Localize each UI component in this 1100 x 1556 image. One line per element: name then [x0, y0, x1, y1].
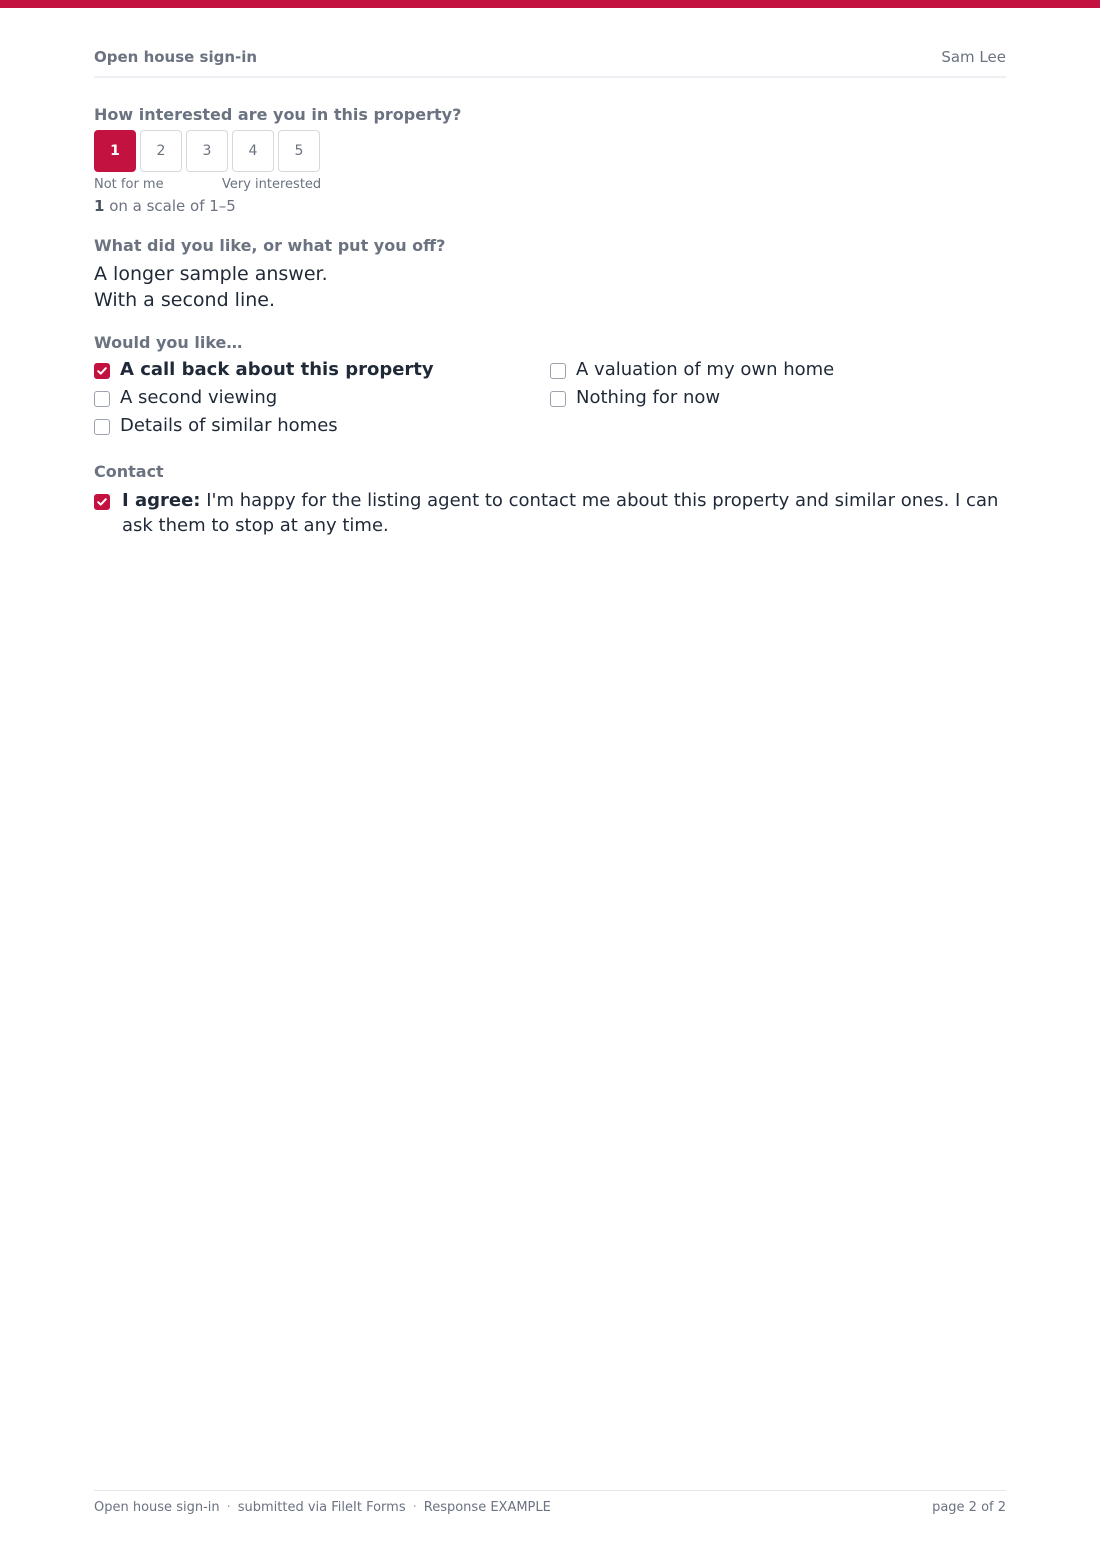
- interest-question: How interested are you in this property?: [94, 105, 462, 124]
- scale-option-4[interactable]: 4: [232, 130, 274, 172]
- scale-low-label: Not for me: [94, 177, 164, 192]
- footer-form-title: Open house sign-in: [94, 1500, 220, 1515]
- respondent-name: Sam Lee: [941, 48, 1006, 66]
- likes-answer-line: A longer sample answer.: [94, 263, 328, 285]
- footer-response: Response EXAMPLE: [423, 1500, 551, 1515]
- checkbox-unchecked-icon[interactable]: [550, 391, 566, 407]
- checkbox-checked-icon[interactable]: [94, 494, 110, 510]
- footer-separator: ·: [226, 1500, 231, 1515]
- form-response-page: [94, 0, 1006, 1556]
- scale-option-2[interactable]: 2: [140, 130, 182, 172]
- page-footer: [94, 1490, 1006, 1521]
- footer-separator: ·: [412, 1500, 417, 1515]
- contact-question: Contact: [94, 462, 164, 481]
- option-label: A call back about this property: [120, 359, 434, 380]
- scale-option-1[interactable]: 1: [94, 130, 136, 172]
- footer-submitted: submitted via FileIt Forms: [237, 1500, 406, 1515]
- scale-option-3[interactable]: 3: [186, 130, 228, 172]
- page-header: [94, 47, 1006, 78]
- checkbox-unchecked-icon[interactable]: [94, 391, 110, 407]
- checkbox-unchecked-icon[interactable]: [94, 419, 110, 435]
- option-label: A valuation of my own home: [576, 359, 835, 380]
- consent-statement: I'm happy for the listing agent to contact me about this property and similar ones. I can ask them to stop at any time.: [122, 490, 999, 536]
- checkbox-checked-icon[interactable]: [94, 363, 110, 379]
- scale-summary-value: 1: [94, 197, 105, 215]
- scale-option-5[interactable]: 5: [278, 130, 320, 172]
- option-label: Nothing for now: [576, 387, 721, 408]
- would-like-question: Would you like…: [94, 333, 243, 352]
- scale-summary: [94, 197, 236, 215]
- scale-high-label: Very interested: [222, 177, 322, 192]
- likes-question: What did you like, or what put you off?: [94, 236, 446, 255]
- option-label: A second viewing: [120, 387, 278, 408]
- consent-text: [122, 488, 1006, 538]
- page-number: page 2 of 2: [932, 1500, 1006, 1515]
- option-label: Details of similar homes: [120, 415, 338, 436]
- likes-answer-line: With a second line.: [94, 289, 275, 311]
- footer-info: [94, 1500, 551, 1515]
- form-title: Open house sign-in: [94, 48, 258, 66]
- consent-agree-label: I agree:: [122, 490, 201, 511]
- checkbox-unchecked-icon[interactable]: [550, 363, 566, 379]
- likes-answer: [94, 261, 328, 313]
- scale-summary-text: on a scale of 1–5: [104, 197, 236, 215]
